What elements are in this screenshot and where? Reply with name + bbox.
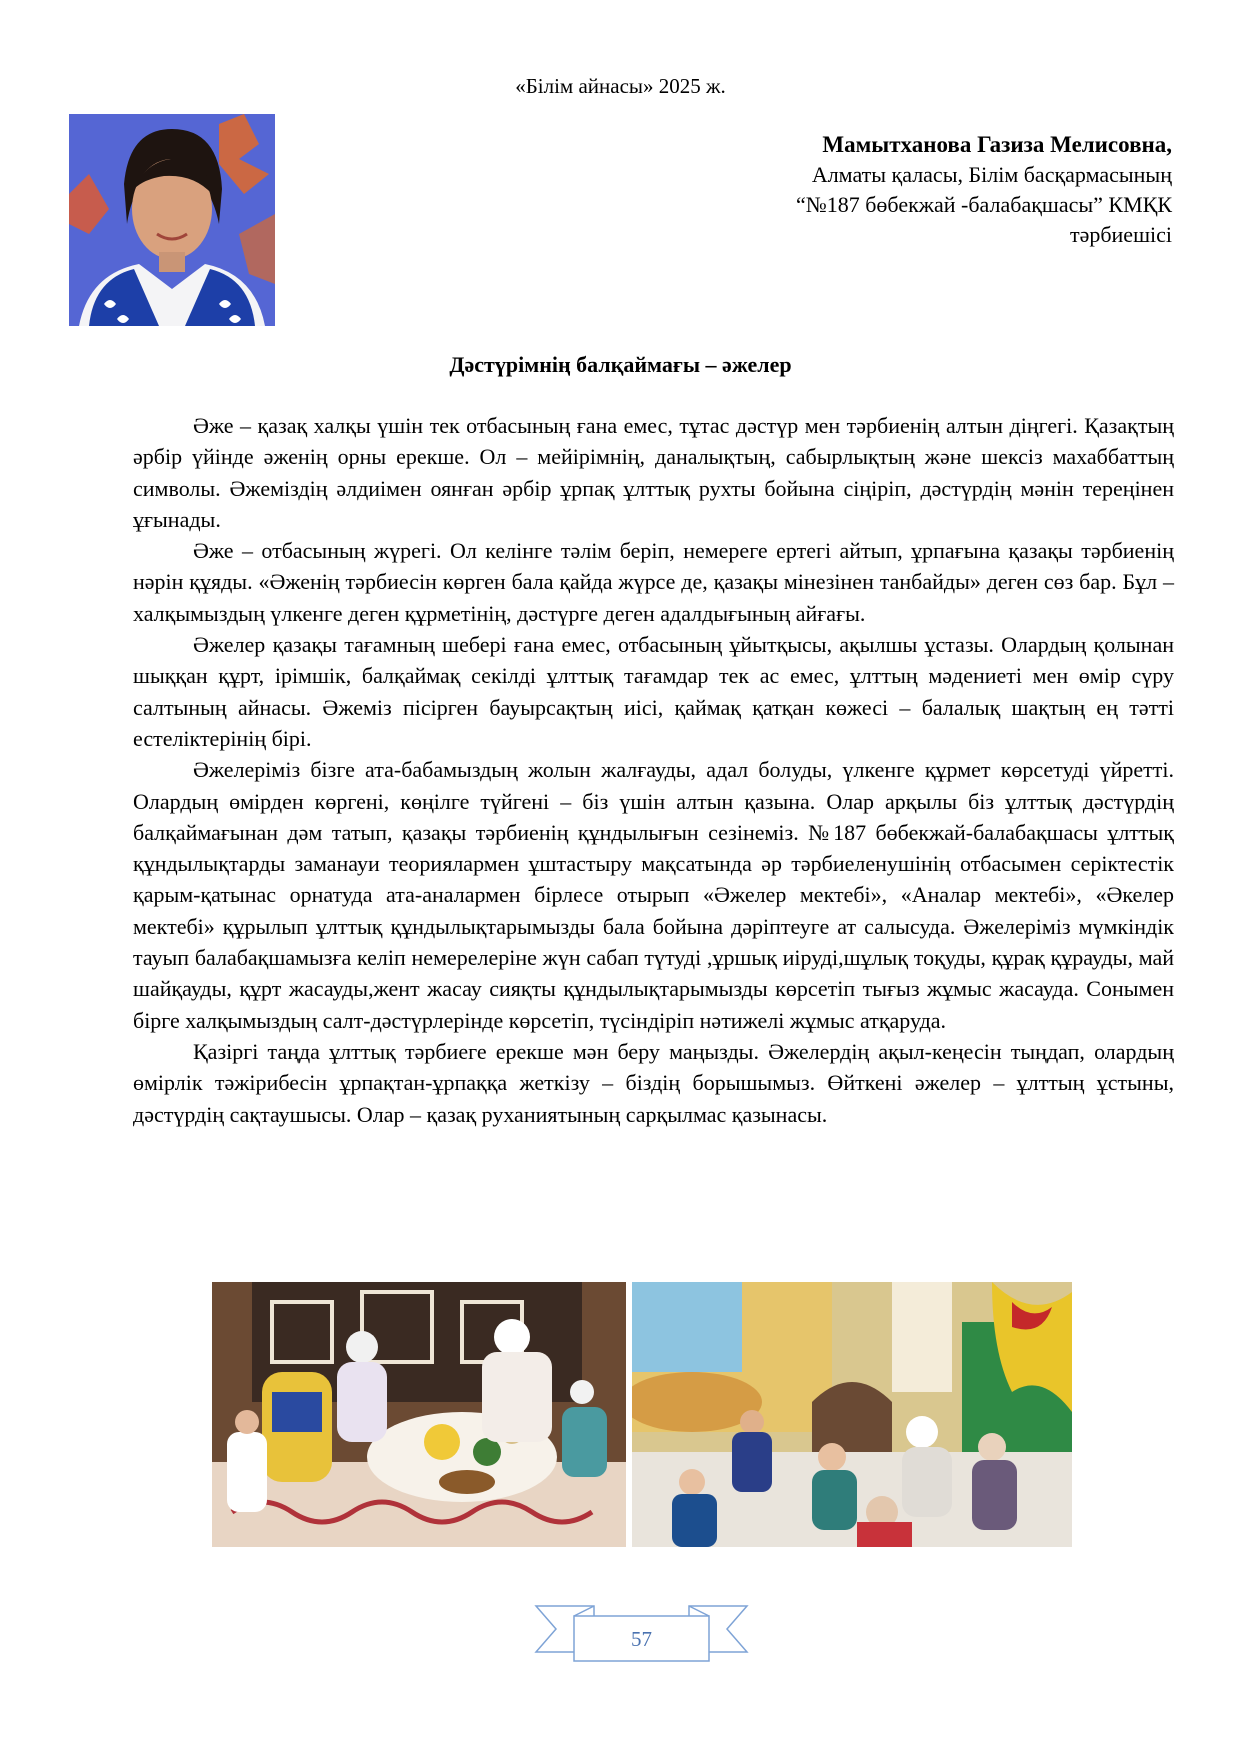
article-body <box>133 410 1174 1130</box>
page-number-ribbon <box>534 1602 749 1662</box>
author-photo <box>69 114 275 326</box>
paragraph: Әжелеріміз бізге ата-бабамыздың жолын жалғауды, адал болуды, үлкенге құрмет көрсетуді үйретті. Олардың өмірден көргені, көңілге түйгені – біз үшін алтын қазына. Олар арқылы біз ұлттық дәстүрдің балқаймағынан дәм татып, қазақы тәрбиенің құндылығын сезінеміз. №187 бөбекжай-балабақшасы ұлттық құндылықтарды заманауи теориялармен ұштастыру мақсатында әр тәрбиеленушінің отбасымен серіктестік қарым-қатынас орнатуда ата-аналармен бірлесе отырып «Әжелер мектебі», «Аналар мектебі», «Әкелер мектебі» құрылып ұлттық құндылықтарымызды бала бойына дәріптеуге ат салысуда. Әжелеріміз мүмкіндік тауып балабақшамызға келіп немерелеріне жүн сабап түтуді ,ұршық иіруді,шұлық тоқуды, құрақ құрауды, май шайқауды, құрт жасауды,жент жасау сияқты құндылықтарымызды көрсетіп тығыз жұмыс жасауда. Сонымен бірге халқымыздың салт-дәстүрлерінде көрсетіп, түсіндіріп нәтижелі жұмыс атқаруда. <box>133 757 1174 1033</box>
paragraph: Әже – отбасының жүрегі. Ол келінге тәлім беріп, немереге ертегі айтып, ұрпағына қазақы тәрбиенің нәрін құяды. «Әженің тәрбиесін көрген бала қайда жүрсе де, қазақы мінезінен танбайды» деген сөз бар. Бұл – халқымыздың үлкенге деген құрметінің, дәстүрге деген адалдығының айғағы. <box>133 538 1174 626</box>
author-position: тәрбиешісі <box>1069 222 1172 247</box>
paragraph: Қазіргі таңда ұлттық тәрбиеге ерекше мән беру маңызды. Әжелердің ақыл-кеңесін тыңдап, олардың өмірлік тәжірибесін ұрпақтан-ұрпаққа жеткізу – біздің борышымыз. Өйткені әжелер – ұлттың ұстыны, дәстүрдің сақтаушысы. Олар – қазақ руханиятының сарқылмас қазынасы. <box>133 1038 1174 1127</box>
photo-grandmothers-table <box>212 1282 626 1547</box>
photo-children-with-grandmothers <box>632 1282 1072 1547</box>
page-number: 57 <box>631 1627 652 1651</box>
author-block <box>532 130 1172 250</box>
author-name: Мамытханова Газиза Мелисовна, <box>822 132 1172 157</box>
author-affiliation-line-1: Алматы қаласы, Білім басқармасының <box>811 162 1172 187</box>
article-title: Дәстүрімнің балқаймағы – әжелер <box>449 352 792 377</box>
paragraph: Әже – қазақ халқы үшін тек отбасының ғана емес, тұтас дәстүр мен тәрбиенің алтын діңгегі. Қазақтың әрбір үйінде әженің орны ерекше. Ол – мейірімнің, даналықтың, сабырлықтың және шексіз махаббаттың символы. Әжемiздің әлдиімен оянған әрбір ұрпақ ұлттық рухты бойына сіңіріп, дәстүрдің мәнін тереңінен ұғынады. <box>133 413 1174 532</box>
journal-header: «Білім айнасы» 2025 ж. <box>515 74 726 98</box>
photo-row <box>212 1282 1072 1547</box>
paragraph: Әжелер қазақы тағамның шебері ғана емес, отбасының ұйытқысы, ақылшы ұстазы. Олардың қолынан шыққан құрт, ірімшік, балқаймақ секілді ұлттық тағамдар тек ас емес, ұлттың мәдениеті мен өмір сүру салтының айнасы. Әжеміз пісірген бауырсақтың иісі, қаймақ қатқан көжесі – балалық шақтың ең тәтті естеліктерінің бірі. <box>133 632 1174 751</box>
author-affiliation-line-2: “№187 бөбекжай -балабақшасы” КМҚК <box>795 192 1172 217</box>
